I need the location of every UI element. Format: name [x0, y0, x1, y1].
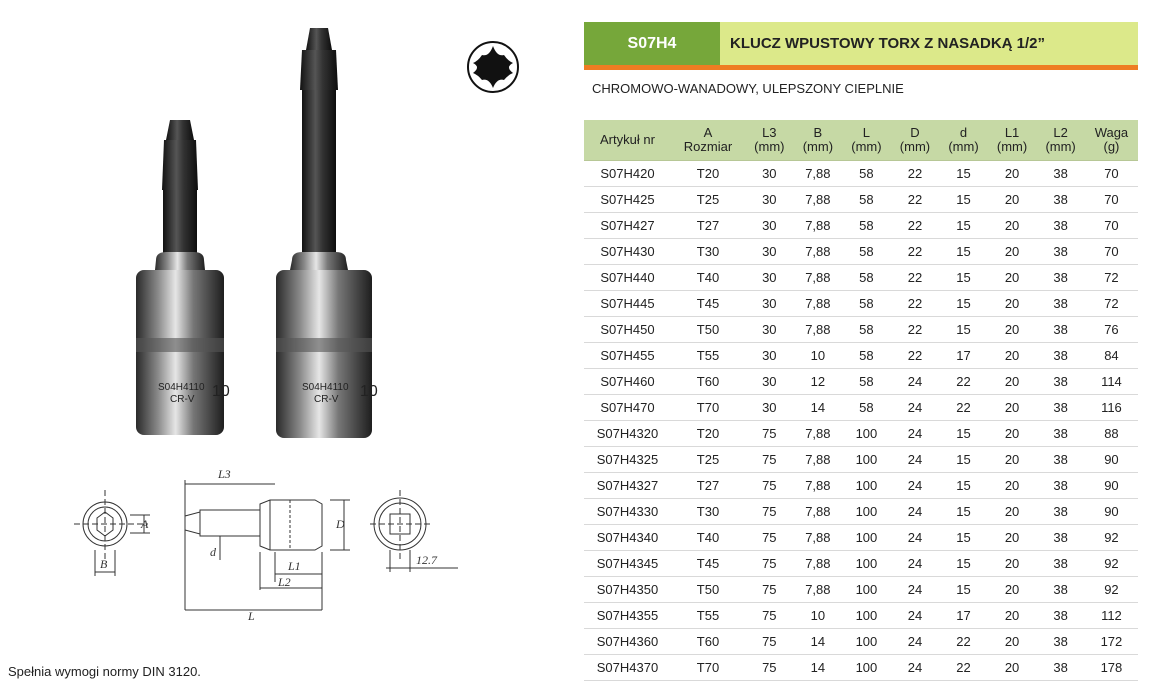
- article-number-cell: S07H4330: [584, 498, 671, 524]
- table-cell: 30: [745, 290, 794, 316]
- table-row: [584, 290, 1138, 316]
- table-cell: 20: [988, 238, 1037, 264]
- table-cell: 15: [939, 238, 988, 264]
- table-cell: 75: [745, 550, 794, 576]
- table-row: [584, 524, 1138, 550]
- table-cell: T45: [671, 290, 745, 316]
- product-photo: [130, 20, 390, 450]
- table-cell: 92: [1085, 524, 1138, 550]
- table-cell: 58: [842, 212, 891, 238]
- table-cell: 38: [1036, 212, 1085, 238]
- table-cell: 24: [891, 472, 940, 498]
- table-cell: 20: [988, 342, 1037, 368]
- article-number-cell: S07H460: [584, 368, 671, 394]
- end-view-left: [74, 490, 150, 576]
- table-cell: 7,88: [794, 498, 843, 524]
- table-cell: 22: [891, 264, 940, 290]
- table-cell: 58: [842, 394, 891, 420]
- column-header-unit: (mm): [948, 138, 979, 154]
- table-cell: 58: [842, 342, 891, 368]
- column-header-label: L1: [1004, 124, 1020, 140]
- table-cell: 22: [891, 342, 940, 368]
- table-body: [584, 160, 1138, 680]
- article-number-cell: S07H4340: [584, 524, 671, 550]
- table-row: [584, 264, 1138, 290]
- table-row: [584, 576, 1138, 602]
- label-d: d: [210, 545, 216, 559]
- table-cell: 58: [842, 290, 891, 316]
- column-header-unit: (g): [1103, 138, 1120, 154]
- column-header: [988, 120, 1037, 160]
- column-header-label: B: [813, 124, 823, 140]
- table-cell: 58: [842, 316, 891, 342]
- table-row: [584, 654, 1138, 680]
- table-cell: 58: [842, 160, 891, 186]
- column-header-label: d: [959, 124, 968, 140]
- table-cell: 24: [891, 550, 940, 576]
- table-cell: 7,88: [794, 186, 843, 212]
- column-header-unit: (mm): [899, 138, 931, 154]
- table-cell: 75: [745, 576, 794, 602]
- engraving-number-long: 10: [360, 383, 378, 400]
- table-cell: 15: [939, 290, 988, 316]
- table-cell: 100: [842, 446, 891, 472]
- article-number-cell: S07H4370: [584, 654, 671, 680]
- table-cell: 22: [939, 394, 988, 420]
- table-cell: 38: [1036, 498, 1085, 524]
- table-cell: 22: [939, 368, 988, 394]
- column-header: [671, 120, 745, 160]
- technical-drawing: [60, 460, 460, 630]
- table-cell: 22: [891, 238, 940, 264]
- table-cell: 14: [794, 654, 843, 680]
- table-row: [584, 238, 1138, 264]
- table-cell: 17: [939, 342, 988, 368]
- table-cell: 20: [988, 550, 1037, 576]
- table-cell: 24: [891, 498, 940, 524]
- table-row: [584, 186, 1138, 212]
- table-cell: 58: [842, 368, 891, 394]
- article-number-cell: S07H4360: [584, 628, 671, 654]
- table-cell: 20: [988, 498, 1037, 524]
- end-view-right: [370, 490, 458, 572]
- table-cell: 7,88: [794, 160, 843, 186]
- table-cell: 20: [988, 472, 1037, 498]
- column-header-label: L: [862, 124, 871, 140]
- table-cell: 88: [1085, 420, 1138, 446]
- table-cell: 38: [1036, 628, 1085, 654]
- table-cell: 12: [794, 368, 843, 394]
- table-cell: 38: [1036, 264, 1085, 290]
- table-cell: 22: [891, 212, 940, 238]
- engraving-line1: S04H4110: [158, 382, 205, 393]
- product-code: S07H4: [584, 22, 720, 65]
- table-cell: T45: [671, 550, 745, 576]
- table-cell: 38: [1036, 576, 1085, 602]
- table-cell: 70: [1085, 212, 1138, 238]
- table-cell: 100: [842, 472, 891, 498]
- table-cell: T55: [671, 342, 745, 368]
- article-number-cell: S07H455: [584, 342, 671, 368]
- table-cell: T55: [671, 602, 745, 628]
- table-cell: 38: [1036, 524, 1085, 550]
- table-cell: 30: [745, 238, 794, 264]
- table-cell: T25: [671, 186, 745, 212]
- table-cell: 100: [842, 654, 891, 680]
- table-cell: 38: [1036, 186, 1085, 212]
- table-cell: 90: [1085, 472, 1138, 498]
- column-header: [584, 120, 671, 160]
- table-cell: 20: [988, 316, 1037, 342]
- table-cell: 7,88: [794, 446, 843, 472]
- table-cell: 15: [939, 212, 988, 238]
- table-row: [584, 550, 1138, 576]
- article-number-cell: S07H470: [584, 394, 671, 420]
- table-row: [584, 472, 1138, 498]
- norm-footnote: Spełnia wymogi normy DIN 3120.: [8, 664, 201, 679]
- table-cell: 7,88: [794, 290, 843, 316]
- table-cell: 7,88: [794, 576, 843, 602]
- table-cell: 15: [939, 316, 988, 342]
- column-header: [1085, 120, 1138, 160]
- table-cell: 20: [988, 264, 1037, 290]
- article-number-cell: S07H4350: [584, 576, 671, 602]
- table-cell: 24: [891, 368, 940, 394]
- table-cell: 75: [745, 420, 794, 446]
- table-cell: 20: [988, 654, 1037, 680]
- table-cell: 70: [1085, 160, 1138, 186]
- table-cell: 22: [891, 290, 940, 316]
- table-cell: 114: [1085, 368, 1138, 394]
- table-cell: 17: [939, 602, 988, 628]
- table-cell: 38: [1036, 394, 1085, 420]
- table-cell: T30: [671, 498, 745, 524]
- table-cell: 100: [842, 628, 891, 654]
- table-cell: 20: [988, 576, 1037, 602]
- table-cell: 30: [745, 212, 794, 238]
- engraving-number: 10: [212, 383, 230, 400]
- table-cell: 7,88: [794, 420, 843, 446]
- table-cell: 75: [745, 602, 794, 628]
- table-cell: 15: [939, 446, 988, 472]
- table-cell: 76: [1085, 316, 1138, 342]
- table-header-row: [584, 120, 1138, 160]
- short-socket: [136, 120, 230, 435]
- table-cell: 24: [891, 576, 940, 602]
- table-cell: 24: [891, 394, 940, 420]
- table-cell: 100: [842, 550, 891, 576]
- article-number-cell: S07H420: [584, 160, 671, 186]
- label-A: A: [141, 517, 149, 531]
- table-cell: 90: [1085, 446, 1138, 472]
- table-cell: 7,88: [794, 472, 843, 498]
- table-cell: 22: [891, 186, 940, 212]
- column-header: [939, 120, 988, 160]
- table-cell: 100: [842, 602, 891, 628]
- table-cell: 24: [891, 628, 940, 654]
- table-cell: 70: [1085, 186, 1138, 212]
- table-cell: 75: [745, 654, 794, 680]
- table-cell: 38: [1036, 550, 1085, 576]
- column-header-label: Waga: [1094, 124, 1129, 140]
- table-cell: 24: [891, 602, 940, 628]
- label-L2: L2: [278, 575, 291, 589]
- column-header-unit: (mm): [802, 138, 834, 154]
- product-header: [584, 22, 1138, 70]
- table-cell: 84: [1085, 342, 1138, 368]
- article-number-cell: S07H4320: [584, 420, 671, 446]
- table-cell: 30: [745, 186, 794, 212]
- table-cell: T40: [671, 524, 745, 550]
- table-cell: 22: [891, 316, 940, 342]
- table-cell: 38: [1036, 368, 1085, 394]
- table-cell: 7,88: [794, 524, 843, 550]
- table-cell: 30: [745, 316, 794, 342]
- table-cell: 178: [1085, 654, 1138, 680]
- product-title: KLUCZ WPUSTOWY TORX Z NASADKĄ 1/2”: [720, 22, 1138, 65]
- article-number-cell: S07H4355: [584, 602, 671, 628]
- table-cell: 20: [988, 628, 1037, 654]
- table-cell: 30: [745, 342, 794, 368]
- column-header-unit: (mm): [851, 138, 882, 154]
- table-cell: 58: [842, 238, 891, 264]
- table-row: [584, 212, 1138, 238]
- table-cell: 38: [1036, 446, 1085, 472]
- table-cell: 24: [891, 524, 940, 550]
- table-cell: T27: [671, 212, 745, 238]
- table-cell: 30: [745, 160, 794, 186]
- table-cell: 15: [939, 186, 988, 212]
- column-header: [745, 120, 794, 160]
- column-header: [891, 120, 940, 160]
- table-cell: 24: [891, 446, 940, 472]
- column-header-label: L2: [1053, 124, 1068, 140]
- table-cell: 100: [842, 498, 891, 524]
- article-number-cell: S07H4325: [584, 446, 671, 472]
- table-cell: 20: [988, 602, 1037, 628]
- table-row: [584, 342, 1138, 368]
- table-cell: 15: [939, 420, 988, 446]
- table-cell: 10: [794, 342, 843, 368]
- table-cell: 75: [745, 498, 794, 524]
- table-cell: 38: [1036, 342, 1085, 368]
- label-D: D: [336, 517, 345, 531]
- table-cell: 20: [988, 394, 1037, 420]
- table-cell: 24: [891, 420, 940, 446]
- table-cell: 112: [1085, 602, 1138, 628]
- article-number-cell: S07H440: [584, 264, 671, 290]
- label-L: L: [248, 609, 255, 623]
- column-header-unit: (mm): [754, 138, 785, 154]
- table-row: [584, 420, 1138, 446]
- column-header: [794, 120, 843, 160]
- article-number-cell: S07H445: [584, 290, 671, 316]
- side-view: [185, 467, 350, 623]
- table-cell: 38: [1036, 238, 1085, 264]
- table-cell: 38: [1036, 160, 1085, 186]
- long-socket: [276, 28, 378, 438]
- table-cell: 70: [1085, 238, 1138, 264]
- table-cell: 172: [1085, 628, 1138, 654]
- column-header-label: A: [703, 124, 713, 140]
- table-cell: 58: [842, 264, 891, 290]
- table-cell: 75: [745, 524, 794, 550]
- table-cell: T30: [671, 238, 745, 264]
- article-number-cell: S07H427: [584, 212, 671, 238]
- table-cell: 14: [794, 628, 843, 654]
- label-B: B: [100, 557, 108, 571]
- table-cell: 100: [842, 576, 891, 602]
- article-number-cell: S07H450: [584, 316, 671, 342]
- table-cell: T50: [671, 316, 745, 342]
- table-cell: T27: [671, 472, 745, 498]
- table-cell: 7,88: [794, 316, 843, 342]
- table-cell: 38: [1036, 472, 1085, 498]
- table-cell: T70: [671, 394, 745, 420]
- table-cell: 15: [939, 160, 988, 186]
- column-header-label: D: [910, 124, 920, 140]
- table-cell: 38: [1036, 602, 1085, 628]
- table-cell: 75: [745, 628, 794, 654]
- column-header-unit: (mm): [1045, 138, 1076, 154]
- column-header: [1036, 120, 1085, 160]
- table-cell: 38: [1036, 316, 1085, 342]
- table-cell: 7,88: [794, 212, 843, 238]
- table-cell: 92: [1085, 550, 1138, 576]
- material-subtitle: CHROMOWO-WANADOWY, ULEPSZONY CIEPLNIE: [592, 81, 904, 96]
- table-cell: T70: [671, 654, 745, 680]
- table-row: [584, 498, 1138, 524]
- torx-star-icon: [466, 40, 520, 94]
- table-cell: 22: [891, 160, 940, 186]
- table-cell: 10: [794, 602, 843, 628]
- table-row: [584, 394, 1138, 420]
- spec-table: [584, 120, 1138, 681]
- table-cell: 116: [1085, 394, 1138, 420]
- table-cell: 30: [745, 394, 794, 420]
- table-cell: 20: [988, 212, 1037, 238]
- table-row: [584, 446, 1138, 472]
- table-cell: 100: [842, 524, 891, 550]
- engraving-line2-long: CR-V: [314, 394, 339, 405]
- table-cell: 7,88: [794, 238, 843, 264]
- table-cell: 15: [939, 550, 988, 576]
- table-cell: 20: [988, 524, 1037, 550]
- table-row: [584, 368, 1138, 394]
- column-header-label: L3: [762, 124, 777, 140]
- table-cell: T50: [671, 576, 745, 602]
- table-cell: T20: [671, 420, 745, 446]
- table-cell: 20: [988, 446, 1037, 472]
- table-cell: 38: [1036, 290, 1085, 316]
- table-cell: 15: [939, 264, 988, 290]
- column-header-label: Artykuł nr: [600, 131, 655, 147]
- table-cell: T60: [671, 368, 745, 394]
- table-cell: 90: [1085, 498, 1138, 524]
- table-cell: T60: [671, 628, 745, 654]
- article-number-cell: S07H4345: [584, 550, 671, 576]
- table-cell: 75: [745, 472, 794, 498]
- article-number-cell: S07H425: [584, 186, 671, 212]
- table-row: [584, 602, 1138, 628]
- column-header-unit: (mm): [996, 138, 1028, 154]
- label-L1: L1: [288, 559, 301, 573]
- table-cell: 22: [939, 654, 988, 680]
- table-cell: 15: [939, 472, 988, 498]
- table-cell: 20: [988, 290, 1037, 316]
- table-cell: T40: [671, 264, 745, 290]
- table-cell: 15: [939, 524, 988, 550]
- table-cell: 38: [1036, 654, 1085, 680]
- article-number-cell: S07H4327: [584, 472, 671, 498]
- label-drive: 12.7: [416, 553, 437, 567]
- table-cell: 92: [1085, 576, 1138, 602]
- table-cell: 7,88: [794, 264, 843, 290]
- table-cell: 30: [745, 264, 794, 290]
- table-cell: 38: [1036, 420, 1085, 446]
- table-cell: 15: [939, 576, 988, 602]
- column-header-unit: Rozmiar: [683, 138, 733, 154]
- table-row: [584, 160, 1138, 186]
- table-cell: 72: [1085, 264, 1138, 290]
- table-cell: 20: [988, 368, 1037, 394]
- table-cell: 20: [988, 186, 1037, 212]
- table-cell: 22: [939, 628, 988, 654]
- engraving-line2: CR-V: [170, 394, 195, 405]
- table-cell: T20: [671, 160, 745, 186]
- table-cell: 20: [988, 160, 1037, 186]
- table-cell: 30: [745, 368, 794, 394]
- engraving-line1-long: S04H4110: [302, 382, 349, 393]
- table-cell: 72: [1085, 290, 1138, 316]
- table-cell: 7,88: [794, 550, 843, 576]
- label-L3: L3: [218, 467, 231, 481]
- table-row: [584, 316, 1138, 342]
- table-row: [584, 628, 1138, 654]
- table-cell: 14: [794, 394, 843, 420]
- article-number-cell: S07H430: [584, 238, 671, 264]
- table-cell: 100: [842, 420, 891, 446]
- table-cell: T25: [671, 446, 745, 472]
- table-cell: 75: [745, 446, 794, 472]
- table-cell: 58: [842, 186, 891, 212]
- table-cell: 15: [939, 498, 988, 524]
- column-header: [842, 120, 891, 160]
- table-cell: 20: [988, 420, 1037, 446]
- table-cell: 24: [891, 654, 940, 680]
